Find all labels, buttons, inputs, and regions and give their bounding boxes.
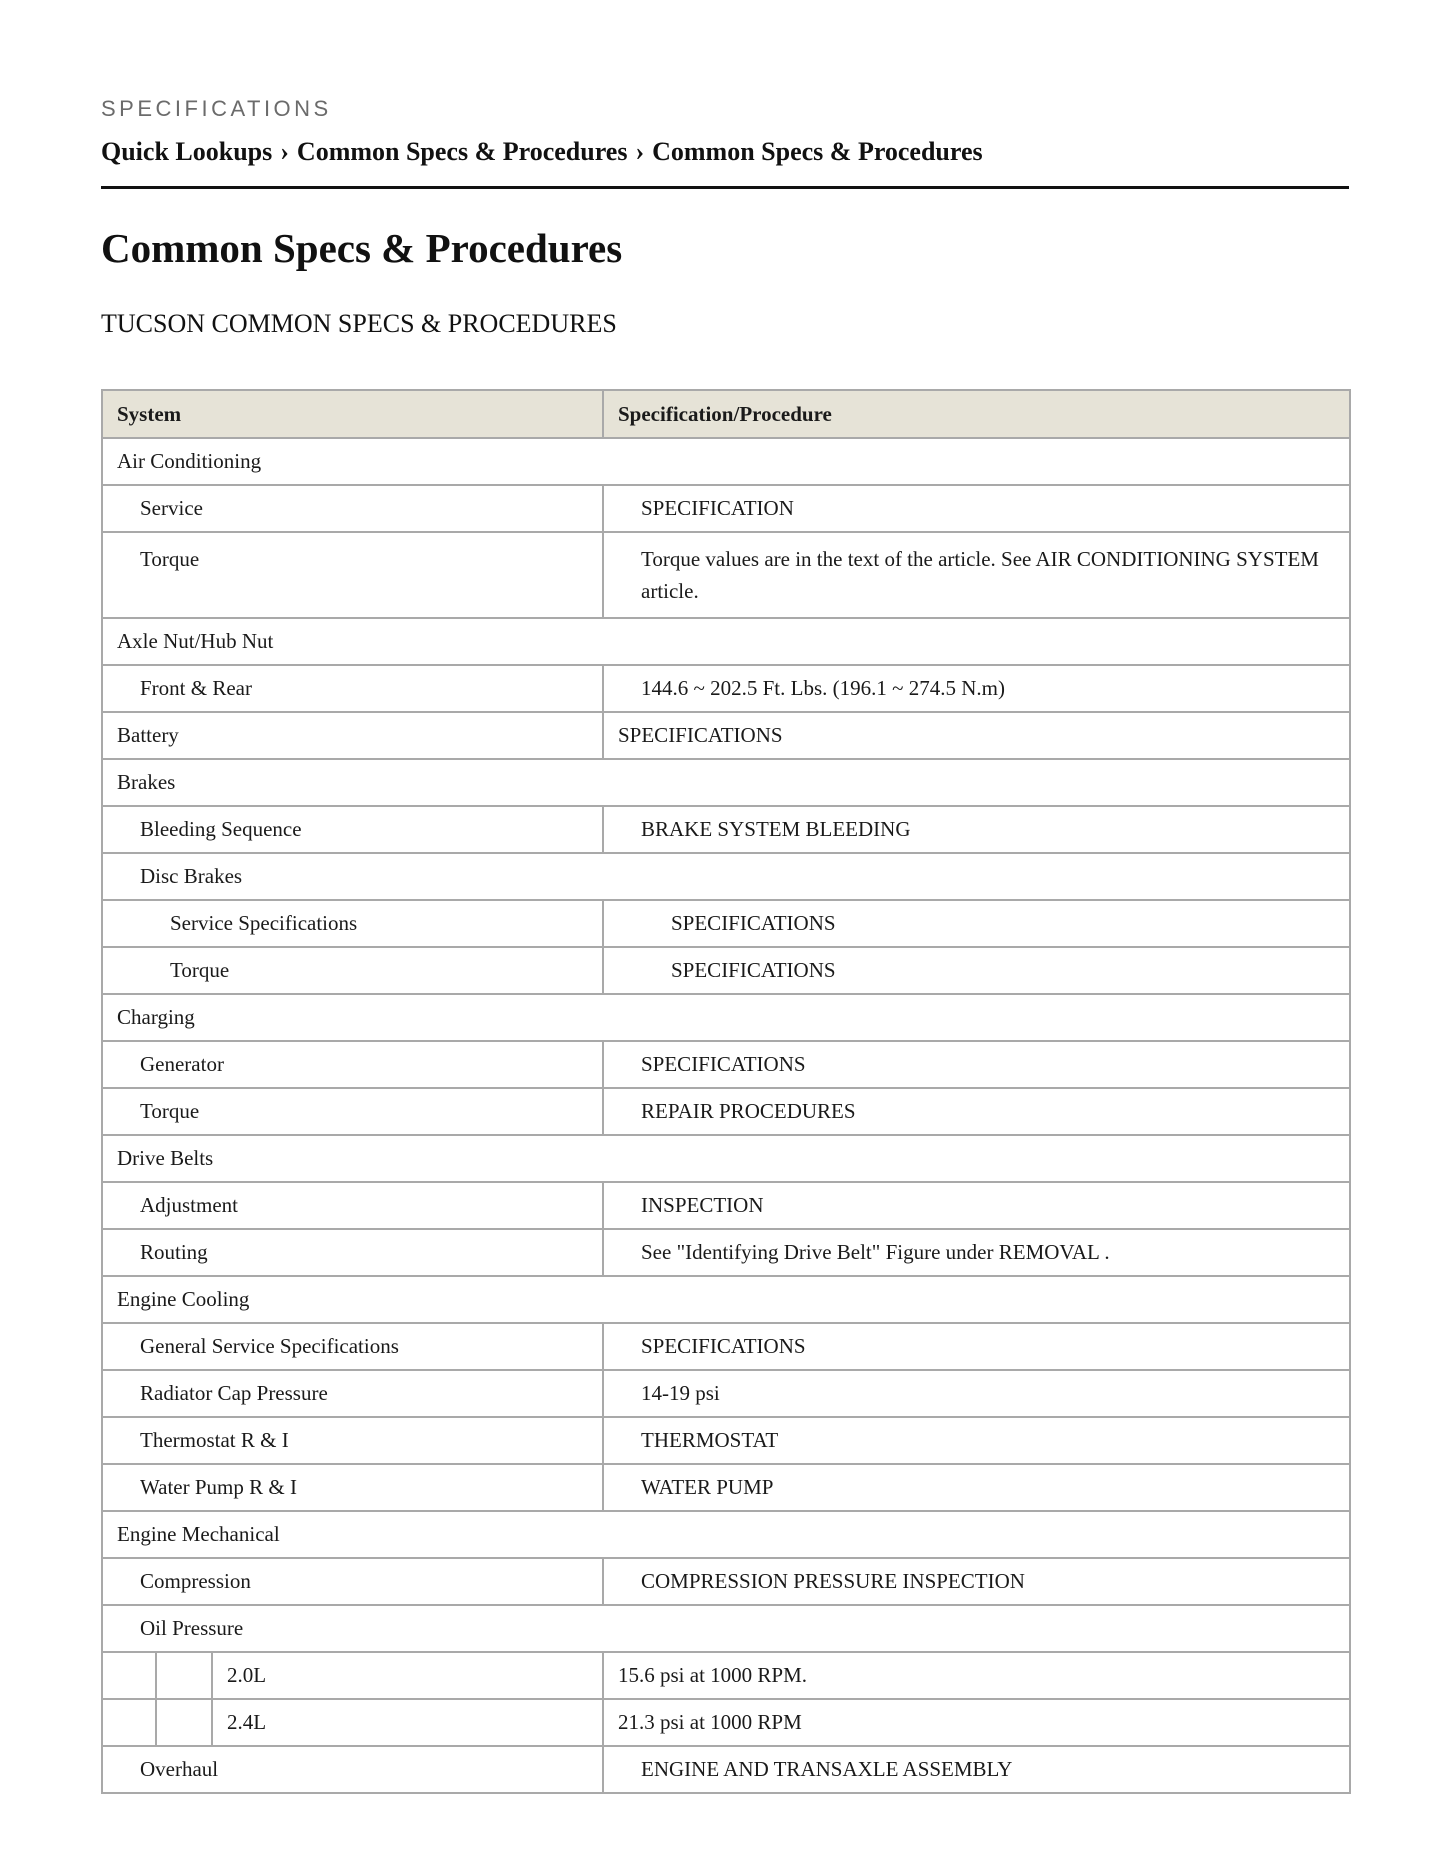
table-row <box>102 1088 1350 1135</box>
spec-cell: 21.3 psi at 1000 RPM <box>603 1699 1350 1746</box>
breadcrumb-separator: › <box>280 137 289 166</box>
spec-cell: SPECIFICATIONS <box>603 1323 1350 1370</box>
system-cell: Adjustment <box>102 1182 603 1229</box>
breadcrumb-item-common-specs[interactable]: Common Specs & Procedures <box>296 137 628 166</box>
table-row <box>102 1229 1350 1276</box>
system-cell: Torque <box>102 1088 603 1135</box>
spec-cell: BRAKE SYSTEM BLEEDING <box>603 806 1350 853</box>
section-label: Engine Mechanical <box>102 1511 1350 1558</box>
spec-cell: THERMOSTAT <box>603 1417 1350 1464</box>
breadcrumb-item-current: Common Specs & Procedures <box>652 137 983 166</box>
spec-cell: Torque values are in the text of the article. See AIR CONDITIONING SYSTEM article. <box>603 532 1350 618</box>
table-row <box>102 712 1350 759</box>
spec-cell: SPECIFICATIONS <box>603 900 1350 947</box>
section-label: Oil Pressure <box>102 1605 1350 1652</box>
spec-cell: 14-19 psi <box>603 1370 1350 1417</box>
section-eyebrow: SPECIFICATIONS <box>101 96 332 121</box>
table-row <box>102 665 1350 712</box>
breadcrumb-item-quick-lookups[interactable]: Quick Lookups <box>101 137 273 166</box>
table-row <box>102 1652 1350 1699</box>
system-cell: General Service Specifications <box>102 1323 603 1370</box>
section-label: Disc Brakes <box>102 853 1350 900</box>
table-row <box>102 1417 1350 1464</box>
table-row <box>102 1699 1350 1746</box>
indent-cell <box>156 1652 212 1699</box>
table-row <box>102 947 1350 994</box>
page-subtitle: TUCSON COMMON SPECS & PROCEDURES <box>101 309 617 338</box>
spec-cell: REPAIR PROCEDURES <box>603 1088 1350 1135</box>
table-section-row <box>102 438 1350 485</box>
spec-cell: 144.6 ~ 202.5 Ft. Lbs. (196.1 ~ 274.5 N.m) <box>603 665 1350 712</box>
table-row <box>102 1464 1350 1511</box>
column-header-system: System <box>102 390 603 438</box>
table-row <box>102 1370 1350 1417</box>
table-row <box>102 1323 1350 1370</box>
table-row <box>102 1182 1350 1229</box>
table-section-row <box>102 1135 1350 1182</box>
system-cell: Service Specifications <box>102 900 603 947</box>
table-row <box>102 1558 1350 1605</box>
table-body <box>102 438 1350 1793</box>
system-cell: Battery <box>102 712 603 759</box>
page-title: Common Specs & Procedures <box>101 225 623 271</box>
section-label: Charging <box>102 994 1350 1041</box>
spec-cell: COMPRESSION PRESSURE INSPECTION <box>603 1558 1350 1605</box>
breadcrumb <box>101 137 1349 189</box>
spec-cell: INSPECTION <box>603 1182 1350 1229</box>
spec-cell: 15.6 psi at 1000 RPM. <box>603 1652 1350 1699</box>
column-header-specification: Specification/Procedure <box>603 390 1350 438</box>
table-section-row <box>102 994 1350 1041</box>
section-label: Drive Belts <box>102 1135 1350 1182</box>
system-cell: 2.4L <box>212 1699 603 1746</box>
table-row <box>102 1746 1350 1793</box>
indent-cell <box>102 1652 156 1699</box>
system-cell: Compression <box>102 1558 603 1605</box>
table-row <box>102 1041 1350 1088</box>
system-cell: Service <box>102 485 603 532</box>
section-label: Air Conditioning <box>102 438 1350 485</box>
table-row <box>102 806 1350 853</box>
system-cell: Water Pump R & I <box>102 1464 603 1511</box>
indent-cell <box>156 1699 212 1746</box>
spec-cell: See "Identifying Drive Belt" Figure under REMOVAL . <box>603 1229 1350 1276</box>
spec-cell: ENGINE AND TRANSAXLE ASSEMBLY <box>603 1746 1350 1793</box>
breadcrumb-separator: › <box>635 137 645 166</box>
spec-cell: SPECIFICATIONS <box>603 947 1350 994</box>
system-cell: 2.0L <box>212 1652 603 1699</box>
system-cell: Torque <box>102 947 603 994</box>
table-section-row <box>102 759 1350 806</box>
spec-cell: SPECIFICATIONS <box>603 1041 1350 1088</box>
table-section-row <box>102 1511 1350 1558</box>
spec-cell: WATER PUMP <box>603 1464 1350 1511</box>
system-cell: Radiator Cap Pressure <box>102 1370 603 1417</box>
system-cell: Routing <box>102 1229 603 1276</box>
system-cell: Thermostat R & I <box>102 1417 603 1464</box>
table-section-row <box>102 1276 1350 1323</box>
specs-table <box>101 389 1351 1794</box>
table-header-row <box>102 390 1350 438</box>
system-cell: Generator <box>102 1041 603 1088</box>
table-section-row <box>102 1605 1350 1652</box>
system-cell: Front & Rear <box>102 665 603 712</box>
table-row <box>102 532 1350 618</box>
section-label: Brakes <box>102 759 1350 806</box>
system-cell: Torque <box>102 532 603 618</box>
table-section-row <box>102 618 1350 665</box>
spec-cell: SPECIFICATIONS <box>603 712 1350 759</box>
table-row <box>102 900 1350 947</box>
section-label: Engine Cooling <box>102 1276 1350 1323</box>
indent-cell <box>102 1699 156 1746</box>
system-cell: Overhaul <box>102 1746 603 1793</box>
table-row <box>102 485 1350 532</box>
spec-cell: SPECIFICATION <box>603 485 1350 532</box>
section-label: Axle Nut/Hub Nut <box>102 618 1350 665</box>
table-section-row <box>102 853 1350 900</box>
system-cell: Bleeding Sequence <box>102 806 603 853</box>
